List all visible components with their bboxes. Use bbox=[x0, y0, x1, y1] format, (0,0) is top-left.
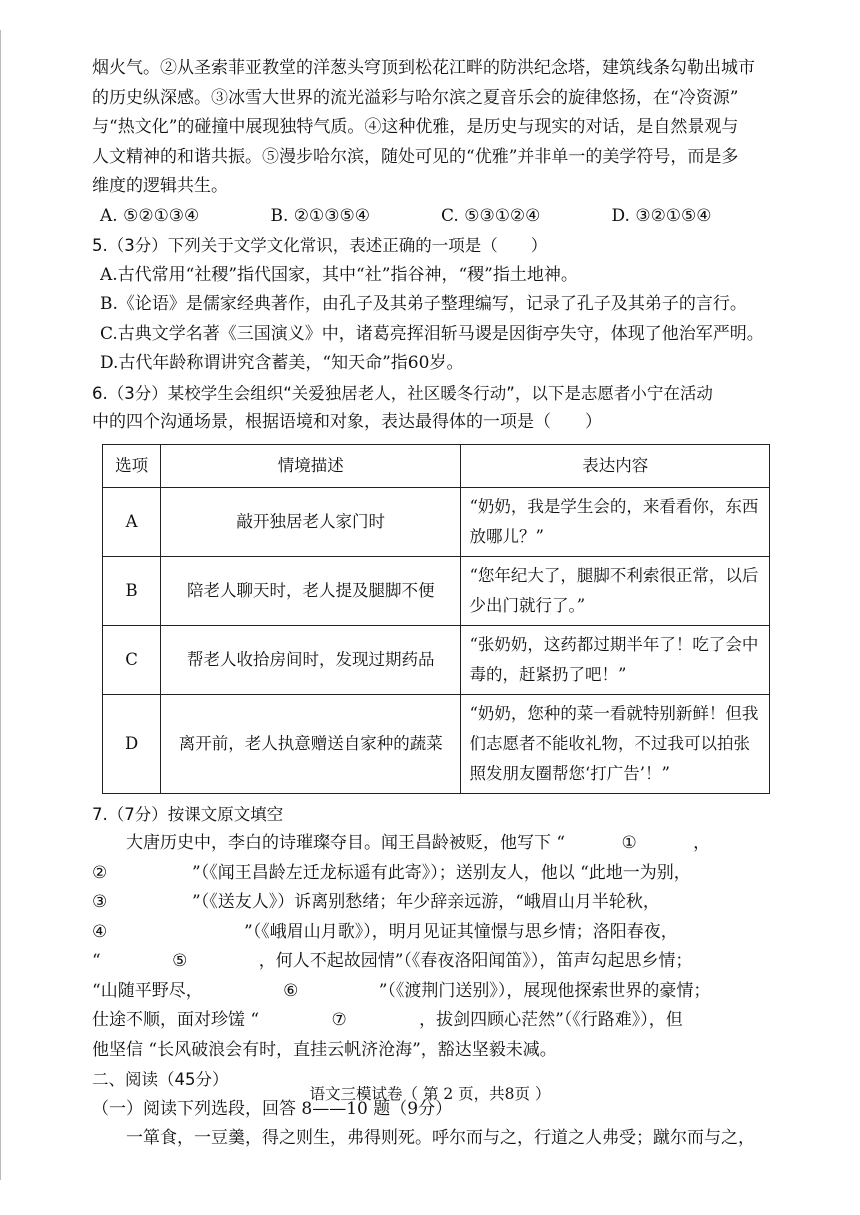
q7-text: 大唐历史中，李白的诗璀璨夺目。闻王昌龄被贬，他写下 “ bbox=[126, 833, 566, 853]
row-option: D bbox=[103, 694, 161, 793]
q7-text: ”（《渡荆门送别》），展现他探索世界的豪情； bbox=[378, 980, 711, 1001]
fill-blank-5[interactable]: ⑤ bbox=[101, 947, 259, 977]
table-row[interactable] bbox=[103, 694, 770, 793]
row-scene: 敲开独居老人家门时 bbox=[161, 487, 461, 556]
q4-option-b[interactable]: B. ②①③⑤④ bbox=[270, 205, 371, 226]
passage-line: 维度的逻辑共生。 bbox=[92, 176, 228, 196]
passage-line: 烟火气。②从圣索菲亚教堂的洋葱头穹顶到松花江畔的防洪纪念塔，建筑线条勾勒出城市 bbox=[92, 58, 755, 78]
fill-blank-1[interactable]: ① bbox=[565, 829, 693, 859]
q7-line bbox=[92, 859, 782, 889]
q5-option-b[interactable]: B.《论语》是儒家经典著作，由孔子及其弟子整理编写，记录了孔子及其弟子的言行。 bbox=[100, 294, 747, 314]
table-row[interactable] bbox=[103, 487, 770, 556]
q7-text: ，何人不起故园情”（《春夜洛阳闻笛》），笛声勾起思乡情； bbox=[258, 951, 693, 971]
fill-blank-3[interactable]: ③ bbox=[92, 888, 192, 918]
section-title: 二、阅读（45分） bbox=[92, 1070, 229, 1089]
row-scene: 帮老人收拾房间时，发现过期药品 bbox=[161, 625, 461, 694]
page-edge-line bbox=[0, 30, 1, 1180]
q7-line bbox=[92, 888, 782, 918]
q5-option-a[interactable]: A.古代常用“社稷”指代国家，其中“社”指谷神，“稷”指土地神。 bbox=[100, 264, 578, 285]
q7-text: ”（《峨眉山月歌》），明月见证其憧憬与思乡情；洛阳春夜， bbox=[244, 921, 678, 942]
exam-page bbox=[92, 54, 782, 1154]
q7-line: 他坚信 “长风破浪会有时，直挂云帆济沧海”，豁达坚毅未减。 bbox=[92, 1039, 557, 1060]
q7-text: ， bbox=[693, 833, 711, 853]
q7-text: ”（《闻王昌龄左迁龙标遥有此寄》）；送别友人，他以 “此地一为别， bbox=[192, 862, 691, 883]
table-row[interactable] bbox=[103, 625, 770, 694]
q7-text: “山随平野尽， bbox=[92, 980, 203, 1001]
row-speech: “奶奶，我是学生会的，来看看你，东西放哪儿？” bbox=[461, 487, 770, 556]
q6-scenario-table bbox=[102, 444, 770, 794]
q5-stem: 5.（3分）下列关于文学文化常识，表述正确的一项是（ ） bbox=[92, 236, 548, 255]
passage-line: 的历史纵深感。③冰雪大世界的流光溢彩与哈尔滨之夏音乐会的旋律悠扬，在“冷资源” bbox=[92, 87, 739, 108]
row-option: C bbox=[103, 625, 161, 694]
table-row[interactable] bbox=[103, 556, 770, 625]
row-option: B bbox=[103, 556, 161, 625]
row-speech: “奶奶，您种的菜一看就特别新鲜！但我们志愿者不能收礼物，不过我可以拍张照发朋友圈帮您‘打广告’！” bbox=[461, 694, 770, 793]
q7-text: ”（《送友人》）诉离别愁绪；年少辞亲远游，“峨眉山月半轮秋， bbox=[192, 892, 660, 912]
header-speech: 表达内容 bbox=[461, 444, 770, 487]
row-speech: “张奶奶，这药都过期半年了！吃了会中毒的，赶紧扔了吧！” bbox=[461, 625, 770, 694]
q7-line bbox=[92, 918, 782, 948]
page-footer: 语文三模试卷（ 第 2 页，共8页 ） bbox=[309, 1085, 551, 1103]
q7-line bbox=[92, 977, 782, 1007]
fill-blank-4[interactable]: ④ bbox=[92, 918, 244, 948]
passage-line: 人文精神的和谐共振。⑤漫步哈尔滨，随处可见的“优雅”并非单一的美学符号，而是多 bbox=[92, 146, 739, 167]
fill-blank-7[interactable]: ⑦ bbox=[259, 1006, 419, 1036]
q4-option-c[interactable]: C. ⑤③①②④ bbox=[441, 205, 541, 226]
passage-line: 与“热文化”的碰撞中展现独特气质。④这种优雅，是历史与现实的对话，是自然景观与 bbox=[92, 117, 739, 137]
q4-option-d[interactable]: D. ③②①⑤④ bbox=[611, 205, 712, 226]
q6-stem-line: 中的四个沟通场景，根据语境和对象，表达最得体的一项是（ ） bbox=[92, 412, 602, 432]
q7-text: 仕途不顺，面对珍馐 “ bbox=[92, 1010, 260, 1030]
row-scene: 离开前，老人执意赠送自家种的蔬菜 bbox=[161, 694, 461, 793]
fill-blank-6[interactable]: ⑥ bbox=[203, 977, 379, 1007]
header-scene: 情境描述 bbox=[161, 444, 461, 487]
header-option: 选项 bbox=[103, 444, 161, 487]
row-scene: 陪老人聊天时，老人提及腿脚不便 bbox=[161, 556, 461, 625]
q5-option-c[interactable]: C.古典文学名著《三国演义》中，诸葛亮挥泪斩马谡是因街亭失守，体现了他治军严明。 bbox=[100, 323, 764, 344]
q6-stem-line: 6.（3分）某校学生会组织“关爱独居老人，社区暖冬行动”，以下是志愿者小宁在活动 bbox=[92, 383, 713, 403]
subsection-title: （一）阅读下列选段，回答 8——10 题（9分） bbox=[92, 1098, 453, 1119]
reading-text: 一箪食，一豆羹，得之则生，弗得则死。呼尔而与之，行道之人弗受；蹴尔而与之， bbox=[126, 1128, 755, 1148]
q7-line bbox=[92, 1006, 782, 1036]
q7-line bbox=[92, 947, 782, 977]
q5-option-d[interactable]: D.古代年龄称谓讲究含蓄美，“知天命”指60岁。 bbox=[100, 353, 464, 373]
q7-line bbox=[92, 829, 782, 859]
q4-option-a[interactable]: A. ⑤②①③④ bbox=[100, 205, 200, 226]
table-header-row bbox=[103, 444, 770, 487]
row-option: A bbox=[103, 487, 161, 556]
q7-text: ，拔剑四顾心茫然”（《行路难》），但 bbox=[419, 1010, 683, 1030]
q4-options bbox=[92, 202, 782, 232]
q7-text: “ bbox=[92, 951, 101, 971]
q7-stem: 7.（7分）按课文原文填空 bbox=[92, 804, 284, 824]
passage-paragraph bbox=[92, 54, 782, 202]
fill-blank-2[interactable]: ② bbox=[92, 859, 192, 889]
row-speech: “您年纪大了，腿脚不利索很正常，以后少出门就行了。” bbox=[461, 556, 770, 625]
